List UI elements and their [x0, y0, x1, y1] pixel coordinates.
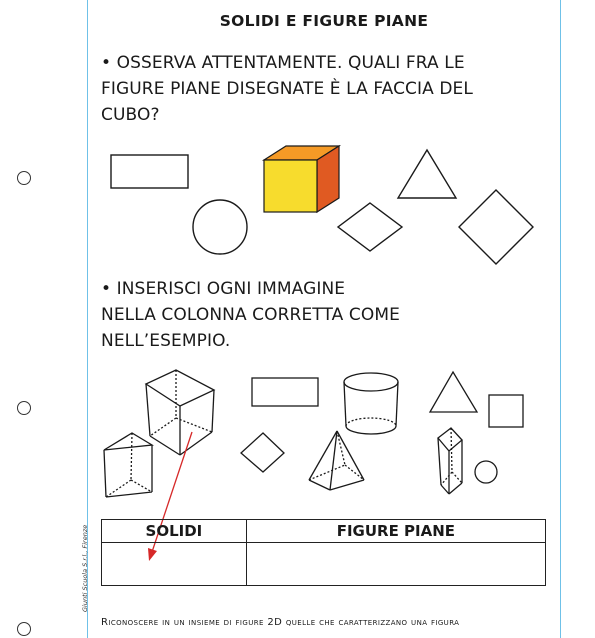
classification-table [101, 519, 546, 586]
wire-prism [104, 433, 152, 497]
rhombus-shape-2 [241, 433, 284, 472]
wire-cylinder [344, 373, 398, 434]
triangle-shape-2 [430, 372, 477, 412]
page-title: SOLIDI E FIGURE PIANE [219, 12, 429, 30]
instruction-line: FIGURE PIANE DISEGNATE È LA FACCIA DEL [101, 79, 473, 99]
rhombus-shape [338, 203, 402, 251]
instruction-line: • INSERISCI OGNI IMMAGINE [101, 279, 346, 299]
small-circle-shape [475, 461, 497, 483]
instruction-line: • OSSERVA ATTENTAMENTE. QUALI FRA LE [101, 53, 465, 73]
instruction-line: NELLA COLONNA CORRETTA COME [101, 305, 400, 325]
triangle-shape [398, 150, 456, 198]
circle-shape [193, 200, 247, 254]
publisher-credit: Giunti Scuola S.r.l., Firenze [81, 524, 89, 612]
wire-box [438, 428, 462, 494]
instruction-line: CUBO? [101, 105, 160, 125]
square-rotated-shape [459, 190, 533, 264]
cube-front-face [264, 160, 317, 212]
instruction-insert [101, 276, 400, 354]
square-shape [489, 395, 523, 427]
cell-solidi[interactable] [102, 543, 247, 586]
header-solidi: SOLIDI [102, 520, 247, 543]
rectangle-shape-2 [252, 378, 318, 406]
wire-cube [146, 370, 214, 455]
instruction-line: NELL’ESEMPIO. [101, 331, 231, 351]
header-figure-piane: FIGURE PIANE [246, 520, 545, 543]
wire-pyramid [309, 431, 364, 490]
cell-figure-piane[interactable] [246, 543, 545, 586]
rectangle-shape [111, 155, 188, 188]
colored-cube [264, 146, 339, 212]
footer-note: Riconoscere in un insieme di figure 2D quelle che caratterizzano una figura [101, 617, 460, 628]
